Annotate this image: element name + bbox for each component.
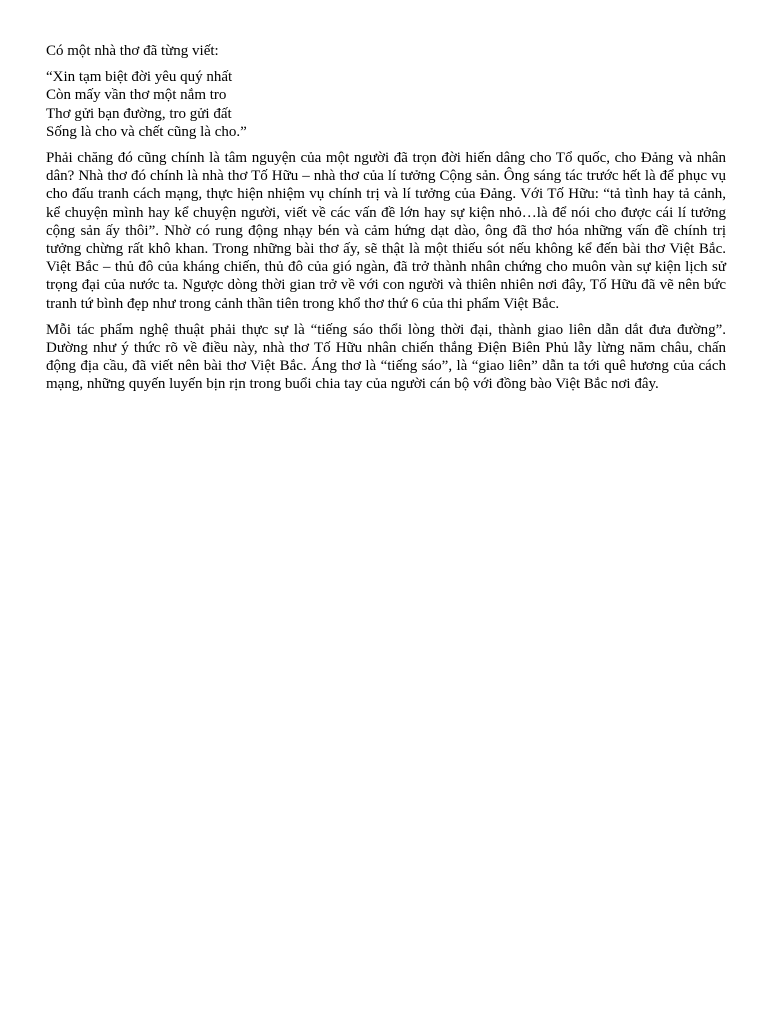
poem-line-3: Thơ gửi bạn đường, tro gửi đất <box>46 105 232 122</box>
poem-line-1: “Xin tạm biệt đời yêu quý nhất <box>46 69 233 86</box>
paragraph-1: Phải chăng đó cũng chính là tâm nguyện của một người đã trọn đời hiến dâng cho Tổ quốc, cho Đảng và nhân dân? Nhà thơ đó chính là nhà thơ Tố Hữu – nhà thơ của lí tưởng Cộng sản. Ông sáng tác trước hết là để phục vụ cho đấu tranh cách mạng, thực hiện nhiệm vụ chính trị và lí tưởng của Đảng. Với Tố Hữu: “tả tình hay tả cảnh, kể chuyện mình hay kể chuyện người, viết về các vấn đề lớn hay sự kiện nhỏ…là để nói cho được cái lí tưởng cộng sản ấy thôi”. Nhờ có rung động nhạy bén và cảm hứng dạt dào, ông đã thơ hóa những vấn đề chính trị tưởng chừng rất khô khan. Trong những bài thơ ấy, sẽ thật là một thiếu sót nếu không kể đến bài thơ Việt Bắc. Việt Bắc – thủ đô của kháng chiến, thủ đô của gió ngàn, đã trở thành nhân chứng cho muôn vàn sự kiện lịch sử trọng đại của nước ta. Ngược dòng thời gian trở về với con người và thiên nhiên nơi đây, Tố Hữu đã vẽ nên bức tranh tứ bình đẹp như trong cảnh thần tiên trong khổ thơ thứ 6 của thi phẩm Việt Bắc. <box>46 150 726 312</box>
document-page <box>46 42 726 402</box>
poem-quote <box>46 68 726 141</box>
poem-line-4: Sống là cho và chết cũng là cho.” <box>46 123 247 140</box>
paragraph-2: Mỗi tác phẩm nghệ thuật phải thực sự là “tiếng sáo thổi lòng thời đại, thành giao liên dẫn dắt đưa đường”. Dường như ý thức rõ về điều này, nhà thơ Tố Hữu nhân chiến thắng Điện Biên Phủ lẫy lừng năm châu, chấn động địa cầu, đã viết nên bài thơ Việt Bắc. Áng thơ là “tiếng sáo”, là “giao liên” dẫn ta tới quê hương của cách mạng, những quyến luyến bịn rịn trong buổi chia tay của người cán bộ với đồng bào Việt Bắc nơi đây. <box>46 321 726 393</box>
poem-line-2: Còn mấy vần thơ một nắm tro <box>46 87 227 104</box>
intro-line: Có một nhà thơ đã từng viết: <box>46 43 219 59</box>
